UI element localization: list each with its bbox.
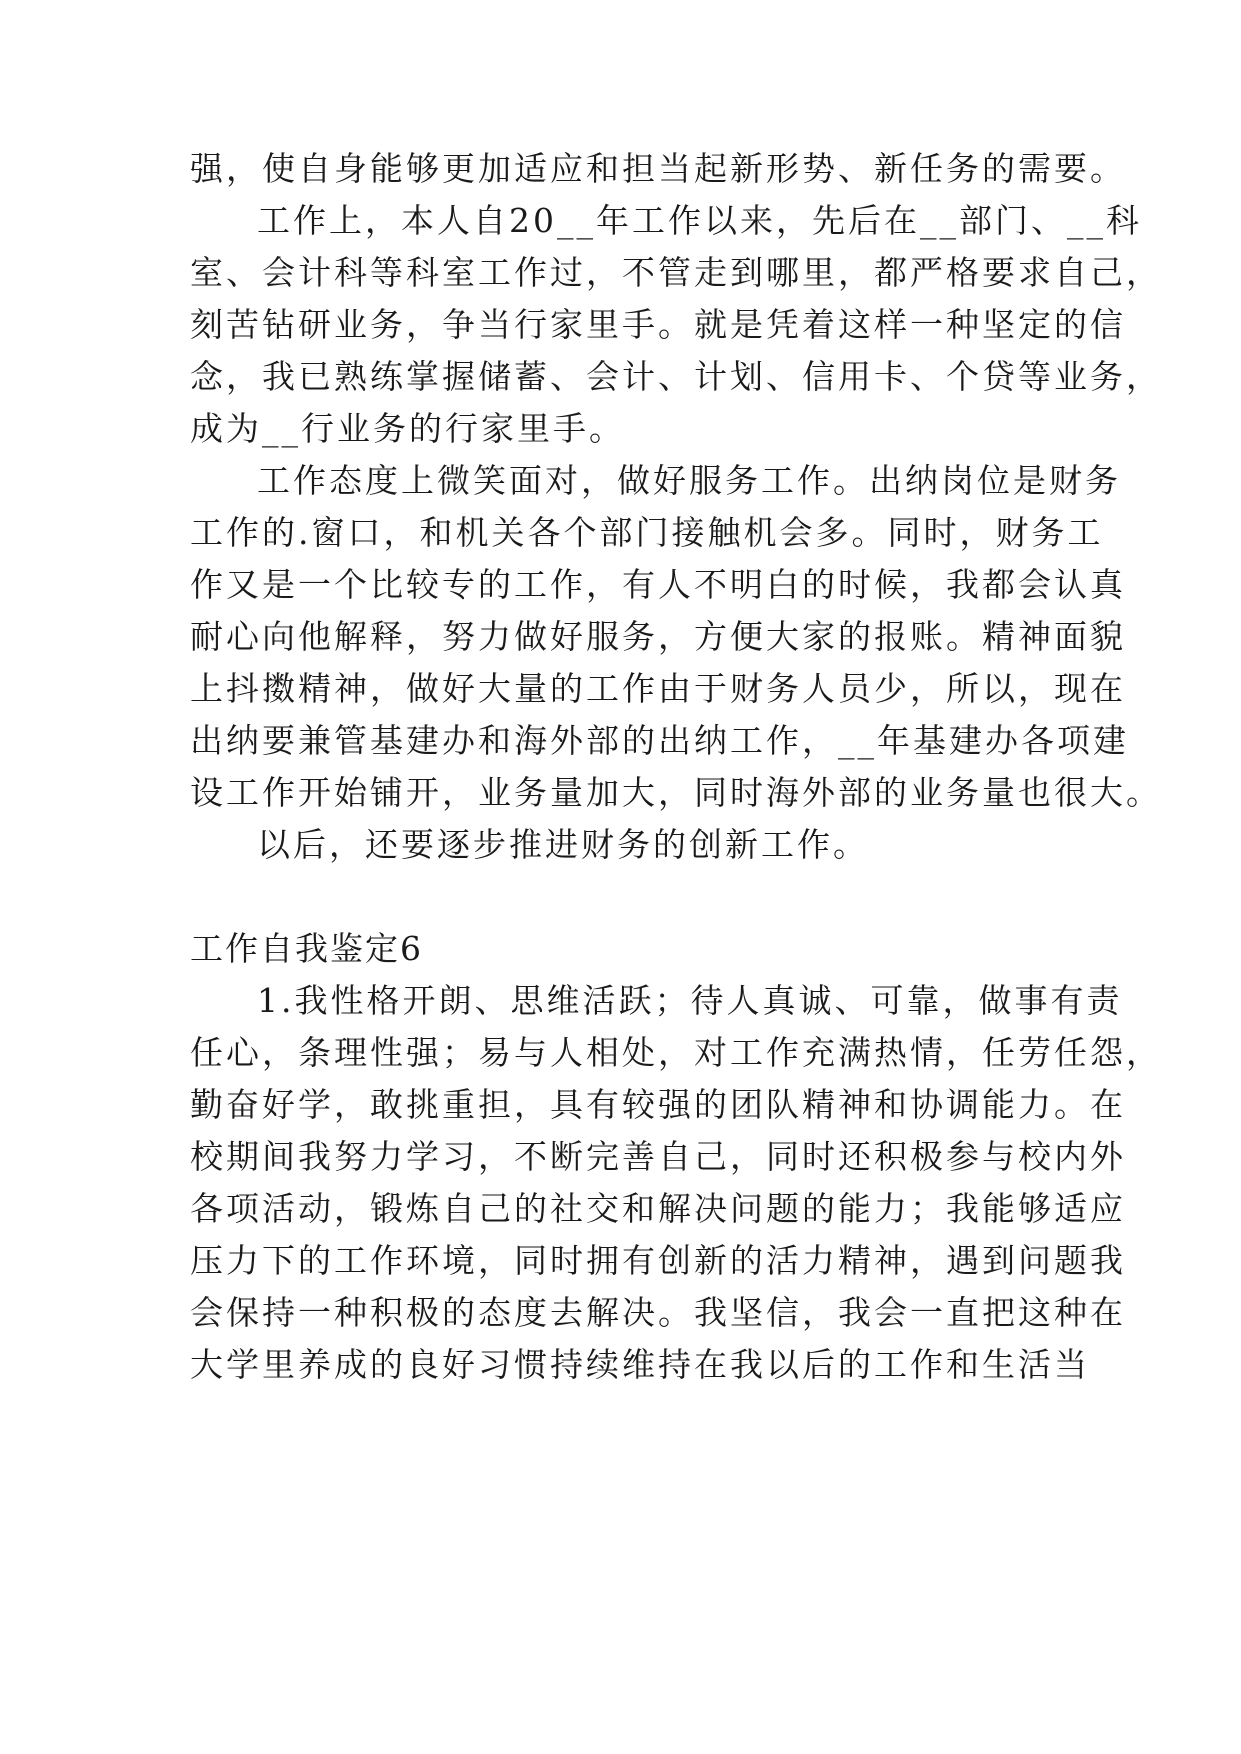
text-line: 工作的.窗口，和机关各个部门接触机会多。同时，财务工	[190, 513, 1104, 552]
text-line: 各项活动，锻炼自己的社交和解决问题的能力；我能够适应	[190, 1189, 1126, 1228]
text-line: 刻苦钻研业务，争当行家里手。就是凭着这样一种坚定的信	[190, 305, 1126, 344]
section-heading: 工作自我鉴定6	[190, 929, 423, 968]
text-line: 压力下的工作环境，同时拥有创新的活力精神，遇到问题我	[190, 1241, 1126, 1280]
paragraph-start-line: 1.我性格开朗、思维活跃；待人真诚、可靠，做事有责	[257, 981, 1123, 1020]
text-line: 耐心向他解释，努力做好服务，方便大家的报账。精神面貌	[190, 617, 1126, 656]
text-line: 校期间我努力学习，不断完善自己，同时还积极参与校内外	[190, 1137, 1126, 1176]
text-line: 强，使自身能够更加适应和担当起新形势、新任务的需要。	[190, 149, 1126, 188]
text-line: 作又是一个比较专的工作，有人不明白的时候，我都会认真	[190, 565, 1126, 604]
text-line: 设工作开始铺开，业务量加大，同时海外部的业务量也很大。	[190, 773, 1162, 812]
text-line: 室、会计科等科室工作过，不管走到哪里，都严格要求自己，	[190, 253, 1162, 292]
paragraph-start-line: 工作上，本人自20__年工作以来，先后在__部门、__科	[257, 201, 1142, 240]
paragraph-start-line: 以后，还要逐步推进财务的创新工作。	[257, 825, 869, 864]
text-line: 任心，条理性强；易与人相处，对工作充满热情，任劳任怨，	[190, 1033, 1162, 1072]
text-line: 成为__行业务的行家里手。	[190, 409, 625, 448]
text-line: 勤奋好学，敢挑重担，具有较强的团队精神和协调能力。在	[190, 1085, 1126, 1124]
text-line: 念，我已熟练掌握储蓄、会计、计划、信用卡、个贷等业务，	[190, 357, 1162, 396]
text-line: 出纳要兼管基建办和海外部的出纳工作，__年基建办各项建	[190, 721, 1129, 760]
text-line: 上抖擞精神，做好大量的工作由于财务人员少，所以，现在	[190, 669, 1126, 708]
text-line: 会保持一种积极的态度去解决。我坚信，我会一直把这种在	[190, 1293, 1126, 1332]
paragraph-start-line: 工作态度上微笑面对，做好服务工作。出纳岗位是财务	[257, 461, 1121, 500]
text-line: 大学里养成的良好习惯持续维持在我以后的工作和生活当	[190, 1345, 1090, 1384]
